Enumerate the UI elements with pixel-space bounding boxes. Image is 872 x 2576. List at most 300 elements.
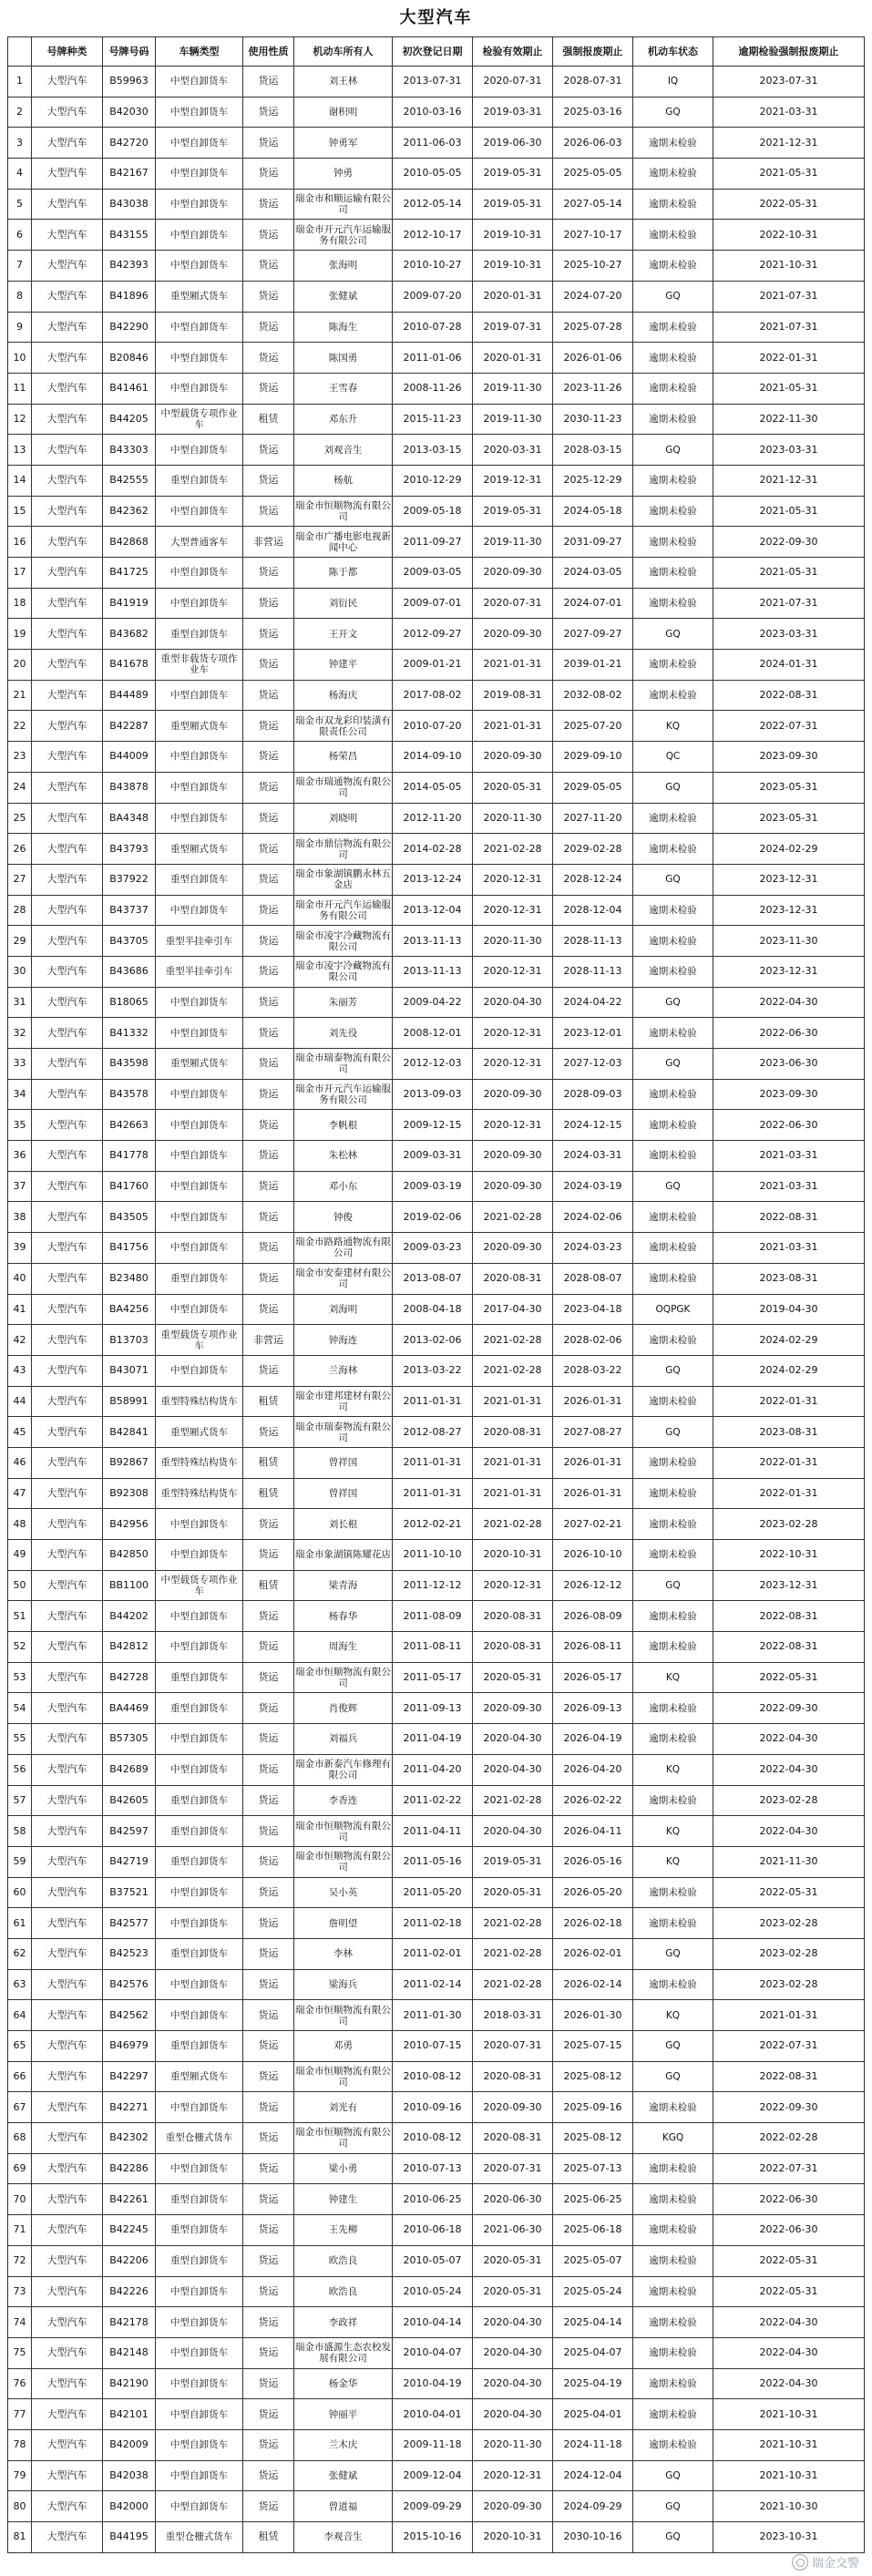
- owner-cell: 瑞金市象湖镇陈耀花店: [294, 1540, 393, 1571]
- usage-cell: 货运: [243, 97, 294, 128]
- plate-number-cell: B42000: [103, 2491, 156, 2522]
- inspection-expiry-cell: 2020-10-31: [473, 1540, 553, 1571]
- row-number: 2: [8, 97, 32, 128]
- table-row: [8, 281, 865, 312]
- overdue-scrap-deadline-cell: 2021-05-31: [713, 496, 865, 527]
- overdue-scrap-deadline-cell: 2021-07-31: [713, 588, 865, 619]
- row-number: 26: [8, 834, 32, 865]
- overdue-scrap-deadline-cell: 2021-03-31: [713, 97, 865, 128]
- plate-type-cell: 大型汽车: [32, 2522, 103, 2553]
- usage-cell: 租赁: [243, 404, 294, 435]
- inspection-expiry-cell: 2020-11-30: [473, 926, 553, 957]
- table-row: [8, 2123, 865, 2154]
- row-number: 74: [8, 2307, 32, 2338]
- table-row: [8, 527, 865, 558]
- row-number: 36: [8, 1141, 32, 1172]
- usage-cell: 货运: [243, 373, 294, 404]
- first-registration-cell: 2011-02-22: [393, 1785, 473, 1816]
- row-number: 13: [8, 435, 32, 466]
- usage-cell: 货运: [243, 895, 294, 926]
- vehicle-status-cell: KQ: [633, 1754, 713, 1785]
- vehicle-status-cell: GQ: [633, 2460, 713, 2491]
- usage-cell: 货运: [243, 1846, 294, 1877]
- usage-cell: 货运: [243, 220, 294, 251]
- row-number: 72: [8, 2245, 32, 2276]
- plate-type-cell: 大型汽车: [32, 128, 103, 159]
- row-number: 54: [8, 1693, 32, 1724]
- plate-number-cell: B58991: [103, 1386, 156, 1417]
- plate-type-cell: 大型汽车: [32, 2399, 103, 2430]
- row-number: 35: [8, 1110, 32, 1141]
- vehicle-status-cell: 逾期未检验: [633, 926, 713, 957]
- vehicle-type-cell: 中型自卸货车: [156, 128, 243, 159]
- plate-type-cell: 大型汽车: [32, 2460, 103, 2491]
- vehicle-type-cell: 重型特殊结构货车: [156, 1386, 243, 1417]
- first-registration-cell: 2010-05-05: [393, 159, 473, 190]
- first-registration-cell: 2010-05-07: [393, 2245, 473, 2276]
- scrap-deadline-cell: 2025-06-25: [553, 2184, 633, 2215]
- first-registration-cell: 2011-01-31: [393, 1386, 473, 1417]
- vehicle-status-cell: 逾期未检验: [633, 1447, 713, 1478]
- owner-cell: 兰海林: [294, 1355, 393, 1386]
- first-registration-cell: 2013-03-15: [393, 435, 473, 466]
- row-number: 44: [8, 1386, 32, 1417]
- owner-cell: 欧浩良: [294, 2245, 393, 2276]
- inspection-expiry-cell: 2021-02-28: [473, 1785, 553, 1816]
- overdue-scrap-deadline-cell: 2023-08-31: [713, 1417, 865, 1448]
- overdue-scrap-deadline-cell: 2023-12-31: [713, 1570, 865, 1601]
- vehicle-type-cell: 中型自卸货车: [156, 496, 243, 527]
- owner-cell: 钟丽平: [294, 2399, 393, 2430]
- table-row: [8, 1447, 865, 1478]
- owner-cell: 周海生: [294, 1632, 393, 1663]
- vehicle-type-cell: 中型自卸货车: [156, 1724, 243, 1755]
- usage-cell: 货运: [243, 1693, 294, 1724]
- plate-type-cell: 大型汽车: [32, 1478, 103, 1509]
- table-row: [8, 1877, 865, 1908]
- first-registration-cell: 2012-10-17: [393, 220, 473, 251]
- usage-cell: 货运: [243, 558, 294, 589]
- first-registration-cell: 2015-10-16: [393, 2522, 473, 2553]
- owner-cell: 瑞金市恒顺物流有限公司: [294, 1662, 393, 1693]
- overdue-scrap-deadline-cell: 2023-05-31: [713, 803, 865, 834]
- vehicle-status-cell: 逾期未检验: [633, 2245, 713, 2276]
- owner-cell: 钟勇军: [294, 128, 393, 159]
- vehicle-status-cell: 逾期未检验: [633, 680, 713, 711]
- owner-cell: 杨航: [294, 465, 393, 496]
- usage-cell: 货运: [243, 742, 294, 773]
- first-registration-cell: 2009-03-05: [393, 558, 473, 589]
- vehicle-type-cell: 重型特殊结构货车: [156, 1447, 243, 1478]
- scrap-deadline-cell: 2028-08-07: [553, 1263, 633, 1294]
- inspection-expiry-cell: 2021-02-28: [473, 1355, 553, 1386]
- overdue-scrap-deadline-cell: 2022-04-30: [713, 2307, 865, 2338]
- scrap-deadline-cell: 2029-05-05: [553, 772, 633, 803]
- vehicle-type-cell: 中型载货专项作业车: [156, 404, 243, 435]
- usage-cell: 货运: [243, 2429, 294, 2460]
- overdue-scrap-deadline-cell: 2023-02-28: [713, 1509, 865, 1540]
- vehicle-status-cell: 逾期未检验: [633, 1540, 713, 1571]
- plate-number-cell: B18065: [103, 987, 156, 1018]
- usage-cell: 租赁: [243, 1447, 294, 1478]
- plate-number-cell: B41919: [103, 588, 156, 619]
- inspection-expiry-cell: 2019-12-31: [473, 465, 553, 496]
- vehicle-type-cell: 重型厢式货车: [156, 1417, 243, 1448]
- vehicle-type-cell: 重型自卸货车: [156, 465, 243, 496]
- overdue-scrap-deadline-cell: 2021-12-31: [713, 128, 865, 159]
- scrap-deadline-cell: 2024-03-23: [553, 1233, 633, 1264]
- table-body: [8, 67, 865, 2553]
- scrap-deadline-cell: 2025-04-01: [553, 2399, 633, 2430]
- table-row: [8, 834, 865, 865]
- overdue-scrap-deadline-cell: 2024-01-31: [713, 650, 865, 681]
- owner-cell: 瑞金市开元汽车运输服务有限公司: [294, 895, 393, 926]
- row-number: 17: [8, 558, 32, 589]
- owner-cell: 瑞金市建邦建材有限公司: [294, 1386, 393, 1417]
- plate-type-cell: 大型汽车: [32, 772, 103, 803]
- vehicle-type-cell: 中型自卸货车: [156, 373, 243, 404]
- owner-cell: 钟建生: [294, 2184, 393, 2215]
- overdue-scrap-deadline-cell: 2024-02-29: [713, 834, 865, 865]
- first-registration-cell: 2009-12-15: [393, 1110, 473, 1141]
- inspection-expiry-cell: 2020-05-31: [473, 2276, 553, 2307]
- plate-number-cell: B42271: [103, 2092, 156, 2123]
- table-row: [8, 1478, 865, 1509]
- plate-type-cell: 大型汽车: [32, 1816, 103, 1847]
- vehicle-type-cell: 中型自卸货车: [156, 435, 243, 466]
- first-registration-cell: 2011-08-11: [393, 1632, 473, 1663]
- usage-cell: 货运: [243, 956, 294, 987]
- usage-cell: 货运: [243, 1785, 294, 1816]
- inspection-expiry-cell: 2021-01-31: [473, 1386, 553, 1417]
- table-row: [8, 1233, 865, 1264]
- overdue-scrap-deadline-cell: 2022-06-30: [713, 1110, 865, 1141]
- plate-number-cell: BA4469: [103, 1693, 156, 1724]
- table-row: [8, 711, 865, 742]
- first-registration-cell: 2009-05-18: [393, 496, 473, 527]
- owner-cell: 瑞金市路路通物流有限公司: [294, 1233, 393, 1264]
- table-row: [8, 2061, 865, 2092]
- first-registration-cell: 2011-02-18: [393, 1908, 473, 1939]
- owner-cell: 瑞金市恒顺物流有限公司: [294, 2000, 393, 2031]
- vehicle-type-cell: 中型自卸货车: [156, 1540, 243, 1571]
- scrap-deadline-cell: 2026-04-11: [553, 1816, 633, 1847]
- plate-number-cell: B43071: [103, 1355, 156, 1386]
- row-number: 75: [8, 2337, 32, 2368]
- owner-cell: 朱松林: [294, 1141, 393, 1172]
- column-header: 检验有效期止: [473, 37, 553, 67]
- vehicle-type-cell: 中型自卸货车: [156, 1601, 243, 1632]
- row-number: 64: [8, 2000, 32, 2031]
- overdue-scrap-deadline-cell: 2022-04-30: [713, 1754, 865, 1785]
- usage-cell: 货运: [243, 2000, 294, 2031]
- vehicle-type-cell: 中型自卸货车: [156, 97, 243, 128]
- plate-number-cell: B43686: [103, 956, 156, 987]
- plate-number-cell: B42226: [103, 2276, 156, 2307]
- inspection-expiry-cell: 2020-07-31: [473, 2153, 553, 2184]
- vehicle-type-cell: 中型自卸货车: [156, 1171, 243, 1202]
- inspection-expiry-cell: 2020-04-30: [473, 987, 553, 1018]
- plate-number-cell: B46979: [103, 2031, 156, 2062]
- owner-cell: 兰木庆: [294, 2429, 393, 2460]
- vehicle-status-cell: 逾期未检验: [633, 527, 713, 558]
- row-number: 39: [8, 1233, 32, 1264]
- row-number: 43: [8, 1355, 32, 1386]
- overdue-scrap-deadline-cell: 2023-10-31: [713, 2522, 865, 2553]
- first-registration-cell: 2011-09-13: [393, 1693, 473, 1724]
- vehicle-type-cell: 重型半挂牵引车: [156, 926, 243, 957]
- vehicle-status-cell: GQ: [633, 97, 713, 128]
- table-row: [8, 435, 865, 466]
- inspection-expiry-cell: 2020-09-30: [473, 1141, 553, 1172]
- plate-type-cell: 大型汽车: [32, 1908, 103, 1939]
- vehicle-status-cell: 逾期未检验: [633, 1478, 713, 1509]
- inspection-expiry-cell: 2020-08-31: [473, 1601, 553, 1632]
- first-registration-cell: 2011-05-17: [393, 1662, 473, 1693]
- scrap-deadline-cell: 2025-07-20: [553, 711, 633, 742]
- first-registration-cell: 2009-12-04: [393, 2460, 473, 2491]
- vehicle-type-cell: 中型自卸货车: [156, 680, 243, 711]
- first-registration-cell: 2010-12-29: [393, 465, 473, 496]
- usage-cell: 货运: [243, 1662, 294, 1693]
- overdue-scrap-deadline-cell: 2021-07-31: [713, 281, 865, 312]
- column-header: 使用性质: [243, 37, 294, 67]
- vehicle-status-cell: 逾期未检验: [633, 1325, 713, 1356]
- first-registration-cell: 2012-08-27: [393, 1417, 473, 1448]
- owner-cell: 梁小勇: [294, 2153, 393, 2184]
- owner-cell: 曾道福: [294, 2491, 393, 2522]
- usage-cell: 货运: [243, 1938, 294, 1969]
- inspection-expiry-cell: 2019-05-31: [473, 189, 553, 220]
- first-registration-cell: 2011-05-16: [393, 1846, 473, 1877]
- table-row: [8, 864, 865, 895]
- owner-cell: 詹明望: [294, 1908, 393, 1939]
- vehicle-type-cell: 重型自卸货车: [156, 2031, 243, 2062]
- inspection-expiry-cell: 2020-09-30: [473, 1171, 553, 1202]
- vehicle-status-cell: 逾期未检验: [633, 803, 713, 834]
- plate-number-cell: B42597: [103, 1816, 156, 1847]
- first-registration-cell: 2009-01-21: [393, 650, 473, 681]
- scrap-deadline-cell: 2026-01-31: [553, 1447, 633, 1478]
- plate-number-cell: B43737: [103, 895, 156, 926]
- plate-type-cell: 大型汽车: [32, 1754, 103, 1785]
- vehicle-type-cell: 中型自卸货车: [156, 2368, 243, 2399]
- row-number: 3: [8, 128, 32, 159]
- overdue-scrap-deadline-cell: 2022-08-31: [713, 680, 865, 711]
- owner-cell: 刘先役: [294, 1018, 393, 1049]
- first-registration-cell: 2013-02-06: [393, 1325, 473, 1356]
- first-registration-cell: 2010-09-16: [393, 2092, 473, 2123]
- inspection-expiry-cell: 2020-12-31: [473, 956, 553, 987]
- first-registration-cell: 2013-09-03: [393, 1079, 473, 1110]
- overdue-scrap-deadline-cell: 2021-03-31: [713, 1141, 865, 1172]
- vehicle-status-cell: 逾期未检验: [633, 2153, 713, 2184]
- plate-number-cell: B42245: [103, 2215, 156, 2246]
- scrap-deadline-cell: 2024-09-29: [553, 2491, 633, 2522]
- scrap-deadline-cell: 2024-05-18: [553, 496, 633, 527]
- vehicle-status-cell: GQ: [633, 619, 713, 650]
- vehicle-status-cell: 逾期未检验: [633, 1386, 713, 1417]
- scrap-deadline-cell: 2023-12-01: [553, 1018, 633, 1049]
- vehicle-status-cell: 逾期未检验: [633, 1969, 713, 2000]
- vehicle-status-cell: GQ: [633, 1570, 713, 1601]
- scrap-deadline-cell: 2024-02-06: [553, 1202, 633, 1233]
- owner-cell: 瑞金市双龙彩印装潢有限责任公司: [294, 711, 393, 742]
- plate-type-cell: 大型汽车: [32, 1417, 103, 1448]
- usage-cell: 货运: [243, 2399, 294, 2430]
- first-registration-cell: 2011-01-31: [393, 1478, 473, 1509]
- vehicle-status-cell: 逾期未检验: [633, 159, 713, 190]
- table-row: [8, 465, 865, 496]
- scrap-deadline-cell: 2025-03-16: [553, 97, 633, 128]
- usage-cell: 货运: [243, 67, 294, 97]
- scrap-deadline-cell: 2030-11-23: [553, 404, 633, 435]
- owner-cell: 曾祥国: [294, 1478, 393, 1509]
- overdue-scrap-deadline-cell: 2022-06-30: [713, 2184, 865, 2215]
- plate-type-cell: 大型汽车: [32, 2307, 103, 2338]
- column-header: 机动车所有人: [294, 37, 393, 67]
- first-registration-cell: 2011-08-09: [393, 1601, 473, 1632]
- vehicle-status-cell: 逾期未检验: [633, 2399, 713, 2430]
- plate-number-cell: B42850: [103, 1540, 156, 1571]
- table-row: [8, 1662, 865, 1693]
- vehicle-status-cell: 逾期未检验: [633, 373, 713, 404]
- vehicle-status-cell: GQ: [633, 1938, 713, 1969]
- vehicle-type-cell: 中型自卸货车: [156, 1079, 243, 1110]
- usage-cell: 货运: [243, 2460, 294, 2491]
- first-registration-cell: 2014-02-28: [393, 834, 473, 865]
- owner-cell: 王先柳: [294, 2215, 393, 2246]
- plate-number-cell: B42841: [103, 1417, 156, 1448]
- table-row: [8, 220, 865, 251]
- owner-cell: 瑞金市和顺运输有限公司: [294, 189, 393, 220]
- usage-cell: 非营运: [243, 1325, 294, 1356]
- vehicle-status-cell: 逾期未检验: [633, 496, 713, 527]
- usage-cell: 货运: [243, 1294, 294, 1325]
- plate-number-cell: B42720: [103, 128, 156, 159]
- scrap-deadline-cell: 2024-03-31: [553, 1141, 633, 1172]
- overdue-scrap-deadline-cell: 2022-06-30: [713, 1018, 865, 1049]
- vehicle-status-cell: IQ: [633, 67, 713, 97]
- plate-type-cell: 大型汽车: [32, 1601, 103, 1632]
- scrap-deadline-cell: 2026-04-20: [553, 1754, 633, 1785]
- first-registration-cell: 2011-01-30: [393, 2000, 473, 2031]
- table-row: [8, 2184, 865, 2215]
- usage-cell: 货运: [243, 159, 294, 190]
- table-row: [8, 128, 865, 159]
- usage-cell: 货运: [243, 1877, 294, 1908]
- first-registration-cell: 2011-12-12: [393, 1570, 473, 1601]
- row-number: 68: [8, 2123, 32, 2154]
- overdue-scrap-deadline-cell: 2023-09-30: [713, 742, 865, 773]
- inspection-expiry-cell: 2020-05-31: [473, 2245, 553, 2276]
- table-row: [8, 1785, 865, 1816]
- inspection-expiry-cell: 2021-02-28: [473, 1202, 553, 1233]
- overdue-scrap-deadline-cell: 2023-02-28: [713, 1908, 865, 1939]
- overdue-scrap-deadline-cell: 2023-02-28: [713, 1969, 865, 2000]
- usage-cell: 货运: [243, 496, 294, 527]
- vehicle-status-cell: 逾期未检验: [633, 1601, 713, 1632]
- usage-cell: 货运: [243, 1908, 294, 1939]
- scrap-deadline-cell: 2029-09-10: [553, 742, 633, 773]
- column-header: [8, 37, 32, 67]
- plate-type-cell: 大型汽车: [32, 864, 103, 895]
- overdue-scrap-deadline-cell: 2022-04-30: [713, 1816, 865, 1847]
- plate-type-cell: 大型汽车: [32, 1662, 103, 1693]
- usage-cell: 货运: [243, 1202, 294, 1233]
- first-registration-cell: 2011-04-11: [393, 1816, 473, 1847]
- table-row: [8, 2153, 865, 2184]
- vehicle-status-cell: GQ: [633, 987, 713, 1018]
- scrap-deadline-cell: 2027-12-03: [553, 1049, 633, 1080]
- owner-cell: 钟海连: [294, 1325, 393, 1356]
- vehicle-type-cell: 中型自卸货车: [156, 558, 243, 589]
- row-number: 23: [8, 742, 32, 773]
- row-number: 22: [8, 711, 32, 742]
- row-number: 25: [8, 803, 32, 834]
- first-registration-cell: 2012-11-20: [393, 803, 473, 834]
- owner-cell: 瑞金市广播电影电视新闻中心: [294, 527, 393, 558]
- table-row: [8, 1816, 865, 1847]
- inspection-expiry-cell: 2020-11-30: [473, 803, 553, 834]
- table-row: [8, 987, 865, 1018]
- plate-type-cell: 大型汽车: [32, 2491, 103, 2522]
- overdue-scrap-deadline-cell: 2022-01-31: [713, 343, 865, 374]
- plate-type-cell: 大型汽车: [32, 2245, 103, 2276]
- scrap-deadline-cell: 2028-12-04: [553, 895, 633, 926]
- scrap-deadline-cell: 2026-02-01: [553, 1938, 633, 1969]
- overdue-scrap-deadline-cell: 2021-10-31: [713, 2460, 865, 2491]
- inspection-expiry-cell: 2019-06-30: [473, 128, 553, 159]
- table-row: [8, 1724, 865, 1755]
- scrap-deadline-cell: 2028-02-06: [553, 1325, 633, 1356]
- overdue-scrap-deadline-cell: 2022-01-31: [713, 1447, 865, 1478]
- row-number: 42: [8, 1325, 32, 1356]
- scrap-deadline-cell: 2025-04-14: [553, 2307, 633, 2338]
- plate-type-cell: 大型汽车: [32, 2215, 103, 2246]
- plate-number-cell: B44202: [103, 1601, 156, 1632]
- table-row: [8, 926, 865, 957]
- usage-cell: 货运: [243, 2153, 294, 2184]
- vehicle-status-cell: 逾期未检验: [633, 2307, 713, 2338]
- vehicle-status-cell: 逾期未检验: [633, 1724, 713, 1755]
- scrap-deadline-cell: 2025-05-07: [553, 2245, 633, 2276]
- table-row: [8, 2276, 865, 2307]
- vehicle-status-cell: GQ: [633, 2061, 713, 2092]
- row-number: 47: [8, 1478, 32, 1509]
- table-row: [8, 251, 865, 282]
- vehicle-type-cell: 中型自卸货车: [156, 1754, 243, 1785]
- inspection-expiry-cell: 2020-11-30: [473, 2429, 553, 2460]
- scrap-deadline-cell: 2026-01-31: [553, 1478, 633, 1509]
- vehicle-type-cell: 中型自卸货车: [156, 803, 243, 834]
- row-number: 8: [8, 281, 32, 312]
- overdue-scrap-deadline-cell: 2022-05-31: [713, 189, 865, 220]
- overdue-scrap-deadline-cell: 2021-10-31: [713, 2429, 865, 2460]
- scrap-deadline-cell: 2026-06-03: [553, 128, 633, 159]
- scrap-deadline-cell: 2025-06-18: [553, 2215, 633, 2246]
- plate-type-cell: 大型汽车: [32, 1294, 103, 1325]
- vehicle-type-cell: 中型自卸货车: [156, 895, 243, 926]
- inspection-expiry-cell: 2019-08-31: [473, 680, 553, 711]
- vehicle-status-cell: GQ: [633, 281, 713, 312]
- scrap-deadline-cell: 2030-10-16: [553, 2522, 633, 2553]
- owner-cell: 李香连: [294, 1785, 393, 1816]
- usage-cell: 货运: [243, 251, 294, 282]
- first-registration-cell: 2011-02-01: [393, 1938, 473, 1969]
- plate-type-cell: 大型汽车: [32, 2123, 103, 2154]
- vehicle-type-cell: 中型自卸货车: [156, 772, 243, 803]
